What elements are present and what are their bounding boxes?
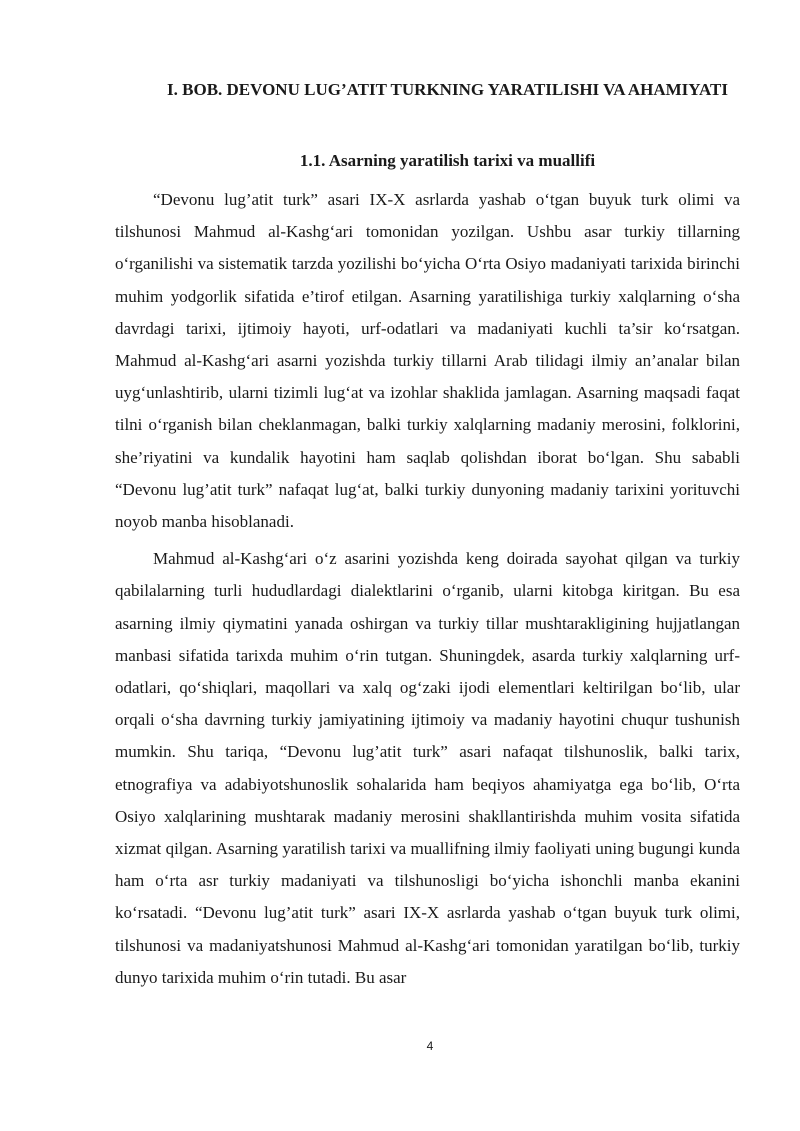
chapter-title: I. BOB. DEVONU LUG’ATIT TURKNING YARATILISHI VA AHAMIYATI [167, 80, 728, 99]
paragraph: Mahmud al-Kashg‘ari o‘z asarini yozishda keng doirada sayohat qilgan va turkiy qabilalarning turli hududlardagi dialektlarini o‘rganib, ularni kitobga kiritgan. Bu esa asarning ilmiy qiymatini yanada oshirgan va turkiy tillar mushtarakligining hujjatlangan manbasi sifatida tarixda muhim o‘rin tutgan. Shuningdek, asarda turkiy xalqlarning urf-odatlari, qo‘shiqlari, maqollari va xalq og‘zaki ijodi elementlari keltirilgan bo‘lib, ular orqali o‘sha davrning turkiy jamiyatining ijtimoiy va madaniy hayotini chuqur tushunish mumkin. Shu tariqa, “Devonu lug’atit turk” asari nafaqat tilshunoslik, balki tarix, etnografiya va adabiyotshunoslik sohalarida ham beqiyos ahamiyatga ega bo‘lib, O‘rta Osiyo xalqlarining mushtarak madaniy merosini shakllantirishda muhim vosita sifatida xizmat qilgan. Asarning yaratilish tarixi va muallifning ilmiy faoliyati uning bugungi kunda ham o‘rta asr turkiy madaniyati va tilshunosligi bo‘yicha ishonchli manba ekanini ko‘rsatadi. “Devonu lug’atit turk” asari IX-X asrlarda yashab o‘tgan buyuk turk olimi, tilshunosi va madaniyatshunosi Mahmud al-Kashg‘ari tomonidan yaratilgan bo‘lib, turkiy dunyo tarixida muhim o‘rin tutadi. Bu asar [115, 549, 740, 987]
section-title: 1.1. Asarning yaratilish tarixi va muallifi [299, 151, 596, 170]
page-number: 4 [426, 1039, 434, 1053]
body-text [115, 184, 740, 994]
paragraph: “Devonu lug’atit turk” asari IX-X asrlarda yashab o‘tgan buyuk turk olimi va tilshunosi Mahmud al-Kashg‘ari tomonidan yozilgan. Ushbu asar turkiy tillarning o‘rganilishi va sistematik tarzda yozilishi bo‘yicha O‘rta Osiyo madaniyati tarixida birinchi muhim yodgorlik sifatida e’tirof etilgan. Asarning yaratilishiga turkiy xalqlarning o‘sha davrdagi tarixi, ijtimoiy hayoti, urf-odatlari va madaniyati kuchli ta’sir ko‘rsatgan. Mahmud al-Kashg‘ari asarni yozishda turkiy tillarni Arab tilidagi ilmiy an’analar bilan uyg‘unlashtirib, ularni tizimli lug‘at va izohlar shaklida jamlagan. Asarning maqsadi faqat tilni o‘rganish bilan cheklanmagan, balki turkiy xalqlarning madaniy merosini, folklorini, she’riyatini va kundalik hayotini ham saqlab qolishdan iborat bo‘lgan. Shu sababli “Devonu lug’atit turk” nafaqat lug‘at, balki turkiy dunyoning madaniy tarixini yorituvchi noyob manba hisoblanadi. [115, 190, 740, 532]
